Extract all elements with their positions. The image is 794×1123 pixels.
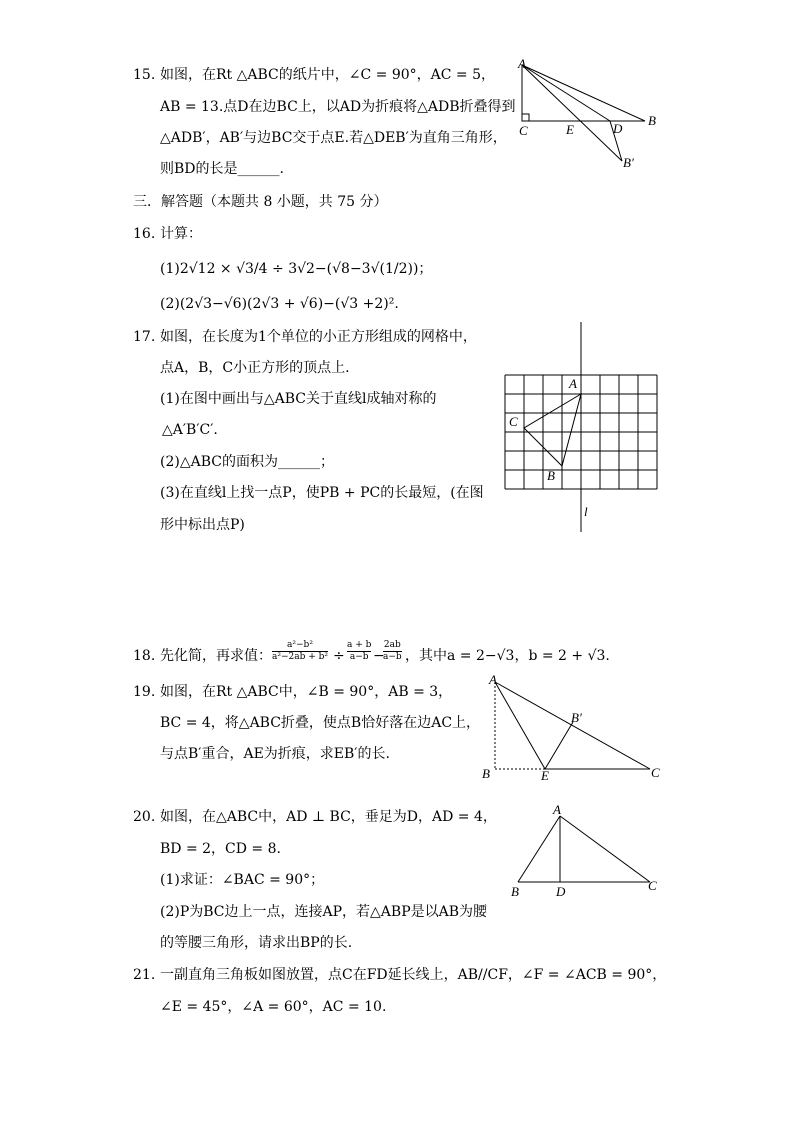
q15-line-1: 如图，在Rt △ABC的纸片中，∠C = 90°，AC = 5， [160,67,496,83]
q20-label-d: D [556,884,566,899]
q19-label-e: E [541,768,549,783]
q18-frac2-denominator: a−b [347,651,371,663]
q15-label-d: D [613,121,623,136]
q21-line-1: 一副直角三角板如图放置，点C在FD延长线上，AB//CF，∠F = ∠ACB = 90°， [160,967,667,983]
q18-frac1-denominator: a²−2ab + b² [272,652,328,662]
q19-line-1: 如图，在Rt △ABC中，∠B = 90°，AB = 3， [160,684,453,700]
q20-number: 20. [133,809,156,825]
q20-label-a: A [553,802,561,817]
q15-figure [510,55,670,175]
q19-label-b: B [482,766,490,781]
q18-number: 18. [133,648,156,664]
q18-fraction-1 [272,640,328,663]
q17-label-a: A [569,376,577,391]
q15-label-a: A [518,56,526,71]
q17-label-l: l [584,504,588,519]
q17-line-6: (3)在直线l上找一点P，使PB + PC的长最短，(在图 [160,485,484,501]
q15-label-b: B [648,113,656,128]
q20-line-3: (1)求证：∠BAC = 90°； [160,872,325,888]
section-3-heading: 三．解答题（本题共 8 小题，共 75 分） [133,194,388,210]
q19-label-a: A [489,672,497,687]
q19-line-2: BC = 4，将△ABC折叠，使点B恰好落在边AC上， [160,715,481,731]
q15-line-3: △ADB′，AB′与边BC交于点E.若△DEB′为直角三角形， [160,130,507,146]
q15-line-4: 则BD的长是______. [160,161,284,177]
q15-label-bprime: B′ [623,155,634,170]
q17-line-5: (2)△ABC的面积为______； [160,454,334,470]
q20-line-5: 的等腰三角形，请求出BP的长. [160,935,353,951]
q16-number: 16. [133,226,156,242]
q20-line-1: 如图，在△ABC中，AD ⊥ BC，垂足为D，AD = 4， [160,809,497,825]
q15-label-e: E [566,122,574,137]
q16-part-1: (1)2√12 × √3/4 ÷ 3√2−(√8−3√(1/2))； [160,261,433,277]
q19-number: 19. [133,684,156,700]
q17-label-b: B [547,468,555,483]
q20-line-2: BD = 2，CD = 8. [160,841,281,857]
q16-title: 计算： [160,226,202,242]
q15-label-c: C [519,123,528,138]
q21-number: 21. [133,967,156,983]
q15-number: 15. [133,67,156,83]
q20-label-c: C [648,878,657,893]
q18-fraction-2 [347,640,371,663]
q20-label-b: B [511,884,519,899]
q17-label-c: C [509,414,518,429]
q20-line-4: (2)P为BC边上一点，连接AP，若△ABP是以AB为腰 [160,904,488,920]
q18-frac3-numerator: 2ab [383,640,401,650]
q17-number: 17. [133,329,156,345]
q18-frac2-numerator: a + b [347,640,372,650]
q17-line-7: 形中标出点P) [160,517,245,533]
q19-line-3: 与点B′重合，AE为折痕，求EB′的长. [160,746,390,762]
q18-fraction-3 [383,640,402,663]
q20-figure [505,800,665,900]
q18-postfix: ，其中a = 2−√3，b = 2 + √3. [405,648,610,664]
q17-line-3: (1)在图中画出与△ABC关于直线l成轴对称的 [160,391,437,407]
q18-frac1-numerator: a²−b² [287,640,313,650]
q18-minus: − [373,648,385,664]
q21-line-2: ∠E = 45°，∠A = 60°，AC = 10. [160,999,387,1015]
q15-line-2: AB = 13.点D在边BC上，以AD为折痕将△ADB折叠得到 [160,99,516,115]
q19-figure [480,670,665,785]
q17-grid-figure [500,320,665,535]
q18-prefix: 先化简，再求值： [160,648,272,664]
q16-part-2: (2)(2√3−√6)(2√3 + √6)−(√3 +2)². [160,296,399,312]
q17-line-1: 如图，在长度为1个单位的小正方形组成的网格中， [160,329,477,345]
q18-frac3-denominator: a−b [383,652,402,662]
q17-line-2: 点A，B，C小正方形的顶点上. [160,360,350,376]
q17-line-4: △A′B′C′. [162,422,218,438]
q19-label-bprime: B′ [571,710,582,725]
q18-divide: ÷ [333,648,345,664]
q19-label-c: C [651,765,660,780]
